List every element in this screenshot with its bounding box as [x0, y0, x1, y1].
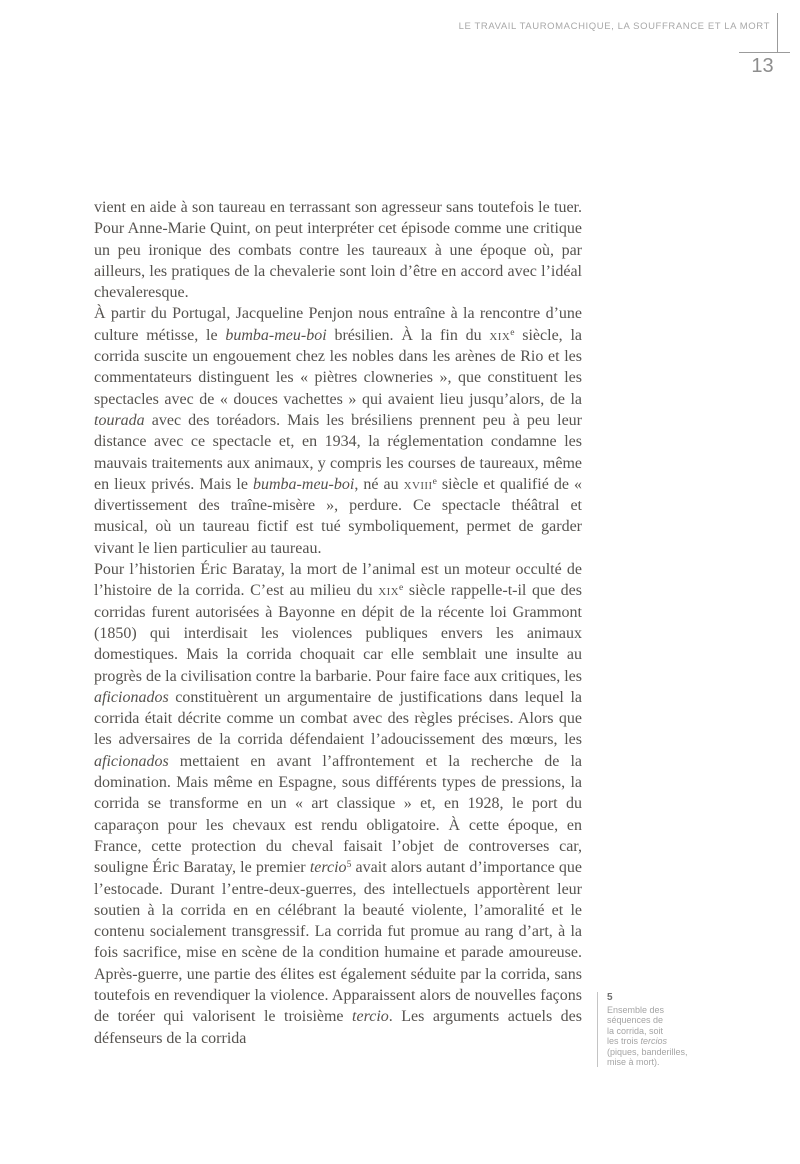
- page-number: 13: [751, 55, 774, 77]
- text-run: tercio: [352, 1008, 389, 1026]
- text-run: e: [432, 476, 437, 488]
- text-run: brésilien. À la fin du: [326, 326, 490, 344]
- text-run: constituèrent un argumentaire de justifications dans lequel la corrida était décrite comme un combat avec des règles précises. Alors que les adversaires de la corrida défendaient l’adoucissement des mœurs, les: [94, 688, 582, 749]
- page-number-rule: [739, 52, 790, 53]
- text-run: mettaient en avant l’affrontement et la recherche de la domination. Mais même en Espagne, sous différents types de pressions, la corrida se transforme en un « art classique » et, en 1928, le port du caparaçon pour les chevaux est rendu obligatoire. À cette époque, en France, cette protection du cheval faisait l’objet de controverses car, souligne Éric Baratay, le premier: [94, 752, 582, 877]
- running-header-title: LE TRAVAIL TAUROMACHIQUE, LA SOUFFRANCE ET LA MORT: [458, 21, 770, 32]
- paragraph: [94, 303, 582, 559]
- text-run: mise à mort).: [607, 1057, 660, 1068]
- text-run: les trois: [607, 1036, 641, 1047]
- text-run: À partir du Portugal, Jacqueline Penjon nous entraîne à la rencontre d’une culture métisse, le: [94, 305, 582, 344]
- text-run: bumba-meu-boi: [225, 326, 327, 344]
- header-vertical-rule: [777, 13, 778, 52]
- footnote-line: [607, 1005, 727, 1015]
- footnote-line: [607, 1057, 727, 1067]
- text-run: la corrida, soit: [607, 1025, 664, 1036]
- text-run: vient en aide à son taureau en terrassant son agresseur sans toutefois le tuer. Pour Anne-Marie Quint, on peut interpréter cet épisode comme une critique un peu ironique des combats contre les taureaux à une époque où, par ailleurs, les pratiques de la chevalerie sont loin d’être en accord avec l’idéal chevaleresque.: [94, 199, 582, 302]
- text-run: , né au: [354, 475, 404, 493]
- text-run: xix: [378, 582, 399, 600]
- footnote-line: [607, 1015, 727, 1025]
- text-run: xviii: [403, 475, 433, 493]
- text-run: tercio: [309, 859, 347, 877]
- footnote-line: [607, 1026, 727, 1036]
- text-run: bumba-meu-boi: [253, 475, 355, 493]
- text-run: e: [398, 582, 404, 594]
- text-run: Pour l’historien Éric Baratay, la mort de l’animal est un moteur occulté de l’histoire de la corrida. C’est au milieu du: [94, 561, 582, 600]
- text-run: xix: [489, 326, 511, 344]
- footnote-line: [607, 1036, 727, 1046]
- footnote-line: [607, 1047, 727, 1057]
- text-run: tercios: [640, 1036, 668, 1047]
- text-run: siècle et qualifié de « divertissement des traîne-misère », perdure. Ce spectacle théâtral et musical, où un taureau fictif est tué symboliquement, permet de garder vivant le lien particulier au taureau.: [94, 475, 583, 557]
- text-run: tourada: [94, 411, 145, 429]
- text-run: aficionados: [94, 752, 169, 770]
- text-run: avec des toréadors. Mais les brésiliens prennent peu à peu leur distance avec ce spectacle et, en 1934, la réglementation condamne les mauvais traitements aux animaux, y compris les courses de taureaux, même en lieux privés. Mais le: [94, 411, 582, 493]
- text-run: avait alors autant d’importance que l’estocade. Durant l’entre-deux-guerres, des intellectuels apportèrent leur soutien à la corrida en en célébrant la beauté violente, l’amoralité et le contenu socialement transgressif. La corrida fut promue au rang d’art, à la fois sacrifice, mise en scène de la condition humaine et parade amoureuse. Après-guerre, une partie des élites est également séduite par la corrida, sans toutefois en revendiquer la violence. Apparaissent alors de nouvelles façons de toréer qui valorisent le troisième: [94, 859, 583, 1026]
- text-run: 5: [346, 859, 352, 871]
- footnote: [597, 992, 727, 1067]
- text-run: séquences de: [607, 1015, 664, 1026]
- footnote-text: [607, 1005, 727, 1067]
- body-text: [94, 197, 582, 1049]
- text-run: aficionados: [94, 688, 169, 706]
- text-run: (piques, banderilles,: [607, 1046, 688, 1057]
- paragraph: [94, 559, 582, 1049]
- text-run: siècle, la corrida suscite un engouement chez les nobles dans les arènes de Rio et les commentateurs distinguent les « piètres clowneries », que constituent les spectacles avec de « douces vachettes » qui avaient lieu jusqu’alors, de la: [94, 326, 583, 408]
- text-run: Ensemble des: [607, 1005, 665, 1015]
- text-run: siècle rappelle-t-il que des corridas furent autorisées à Bayonne en dépit de la récente loi Grammont (1850) qui interdisait les violences publiques envers les animaux domestiques. Mais la corrida choquait car elle semblait une insulte au progrès de la civilisation contre la barbarie. Pour faire face aux critiques, les: [94, 582, 582, 685]
- paragraph: [94, 197, 582, 303]
- text-run: . Les arguments actuels des défenseurs de la corrida: [94, 1008, 582, 1047]
- footnote-number: 5: [607, 992, 613, 1003]
- text-run: e: [510, 326, 515, 338]
